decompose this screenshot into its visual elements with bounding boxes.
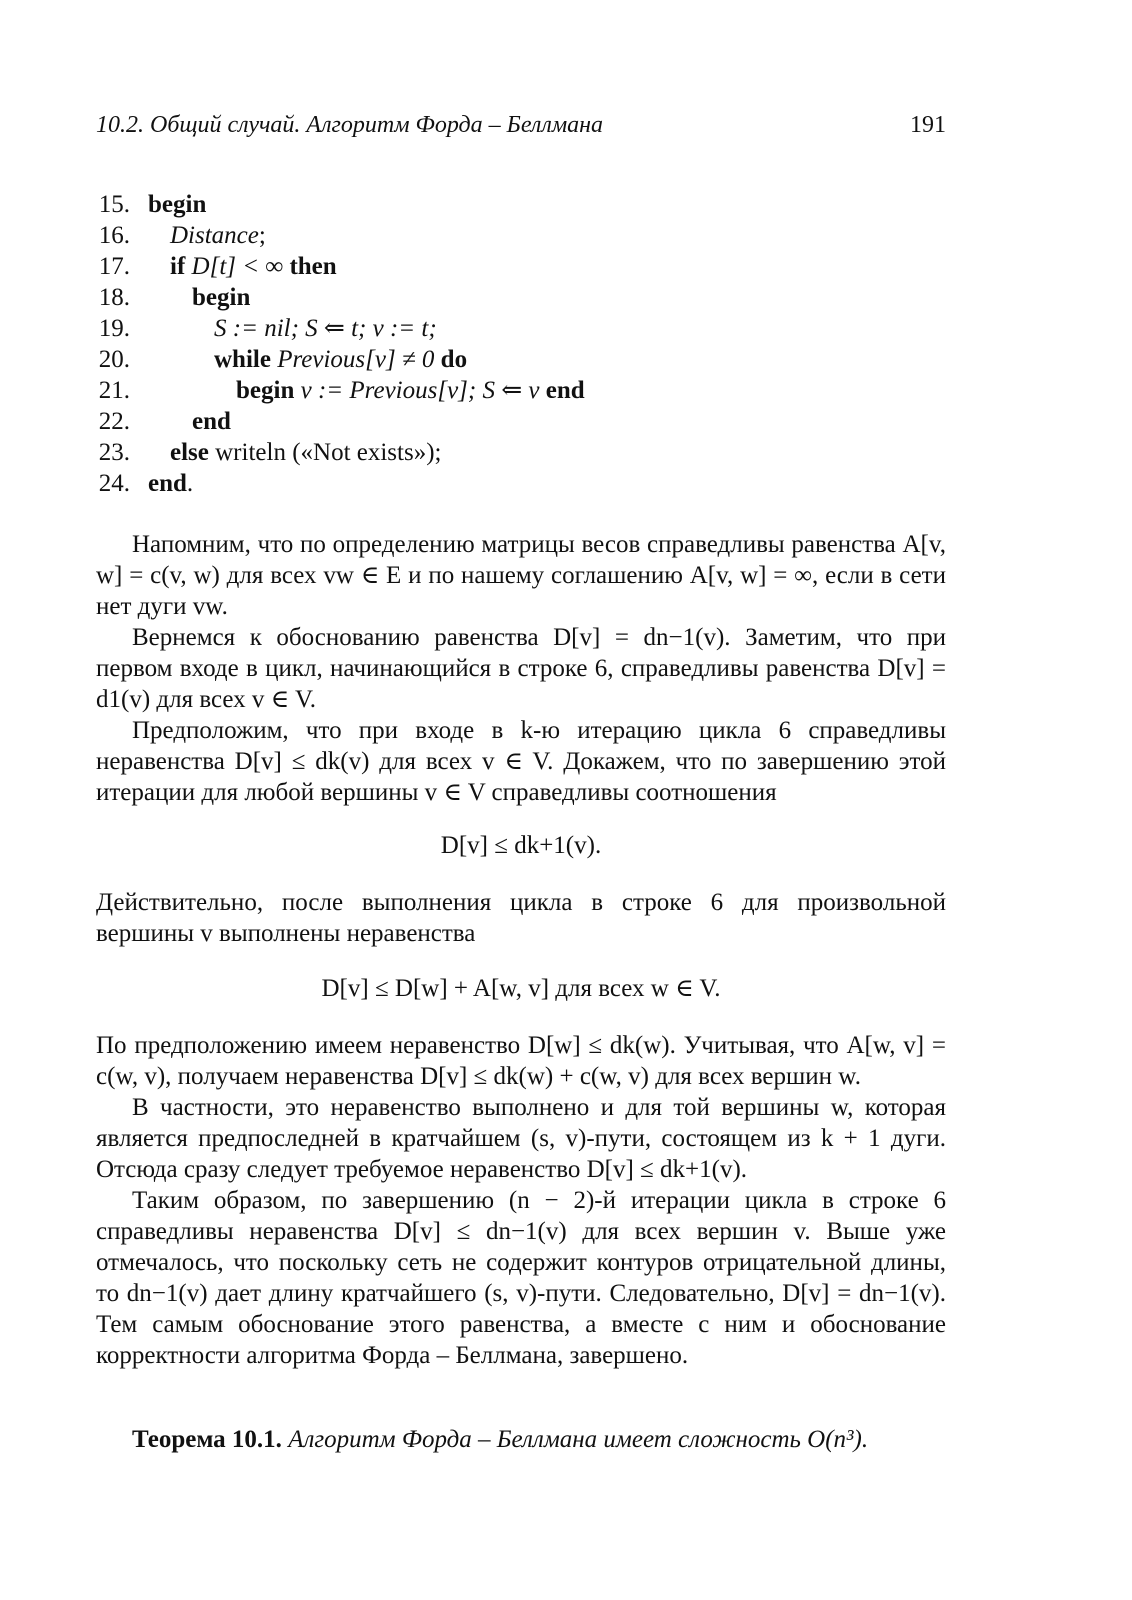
code-text: writeln («Not exists»); [208, 439, 442, 466]
running-head [96, 110, 946, 142]
page-number: 191 [910, 112, 946, 138]
code-text: ; [258, 222, 266, 249]
code-line [96, 282, 946, 313]
paragraph: По предположению имеем неравенство D[w] ≤ dk(w). Учитывая, что A[w, v] = c(w, v), получаем неравенства D[v] ≤ dk(w) + c(w, v) для всех вершин w. [96, 1032, 946, 1090]
code-text: S := nil; S ⇐ t; v := t; [214, 315, 437, 342]
code-line [96, 344, 946, 375]
paragraph: Таким образом, по завершению (n − 2)-й итерации цикла в строке 6 справедливы неравенства D[v] ≤ dn−1(v) для всех вершин v. Выше уже отмечалось, что поскольку сеть не содержит контуров отрицательной длины, то dn−1(v) дает длину кратчайшего (s, v)-пути. Следовательно, D[v] = dn−1(v). Тем самым обоснование этого равенства, а вместе с ним и обоснование корректности алгоритма Форда – Беллмана, завершено. [96, 1187, 946, 1369]
formula: D[v] ≤ D[w] + A[w, v] для всех w ∈ V. [321, 975, 721, 1002]
code-text: D[t] < ∞ [185, 253, 290, 280]
line-number: 19. [98, 315, 130, 342]
code-text: v := Previous[v]; S ⇐ v [294, 377, 546, 404]
running-title: 10.2. Общий случай. Алгоритм Форда – Беллмана [96, 112, 604, 138]
paragraph: Напомним, что по определению матрицы весов справедливы равенства A[v, w] = c(v, w) для всех vw ∈ E и по нашему соглашению A[v, w] = ∞, если в сети нет дуги vw. [96, 531, 946, 620]
keyword: then [289, 253, 337, 280]
code-text: . [186, 470, 194, 497]
code-line [96, 406, 946, 437]
code-line [96, 437, 946, 468]
line-number: 20. [98, 346, 130, 373]
theorem-label: Теорема 10.1. [132, 1426, 282, 1453]
line-number: 17. [98, 253, 130, 280]
keyword: end [148, 470, 187, 497]
line-number: 18. [98, 284, 130, 311]
body-text-block-3 [96, 1030, 946, 1371]
keyword: begin [192, 284, 251, 311]
display-formula-1 [96, 830, 946, 861]
procedure-name: Distance [170, 222, 259, 249]
code-text: Previous[v] ≠ 0 [270, 346, 441, 373]
code-line [96, 313, 946, 344]
line-number: 15. [98, 191, 130, 218]
keyword: begin [148, 191, 207, 218]
paragraph: Предположим, что при входе в k-ю итерацию цикла 6 справедливы неравенства D[v] ≤ dk(v) для всех v ∈ V. Докажем, что по завершению этой итерации для любой вершины v ∈ V справедливы соотношения [96, 717, 946, 806]
code-line [96, 251, 946, 282]
keyword: if [170, 253, 186, 280]
keyword: do [440, 346, 468, 373]
paragraph: В частности, это неравенство выполнено и для той вершины w, которая является предпоследней в кратчайшем (s, v)-пути, состоящем из k + 1 дуги. Отсюда сразу следует требуемое неравенство D[v] ≤ dk+1(v). [96, 1094, 946, 1183]
theorem [132, 1424, 946, 1455]
keyword: else [170, 439, 209, 466]
keyword: while [214, 346, 271, 373]
line-number: 23. [98, 439, 130, 466]
body-text-block-2 [96, 887, 946, 949]
body-text-block-1 [96, 529, 946, 808]
code-line [96, 375, 946, 406]
line-number: 24. [98, 470, 130, 497]
code-line [96, 189, 946, 220]
keyword: end [192, 408, 231, 435]
theorem-statement: Алгоритм Форда – Беллмана имеет сложность O(n³). [288, 1426, 869, 1453]
line-number: 16. [98, 222, 130, 249]
code-line [96, 468, 946, 499]
paragraph: Действительно, после выполнения цикла в строке 6 для произвольной вершины v выполнены неравенства [96, 889, 946, 947]
display-formula-2 [96, 973, 946, 1004]
line-number: 21. [98, 377, 130, 404]
formula: D[v] ≤ dk+1(v). [440, 832, 602, 859]
algorithm-listing [96, 189, 946, 499]
code-line [96, 220, 946, 251]
paragraph: Вернемся к обоснованию равенства D[v] = dn−1(v). Заметим, что при первом входе в цикл, начинающийся в строке 6, справедливы равенства D[v] = d1(v) для всех v ∈ V. [96, 624, 946, 713]
keyword: begin [236, 377, 295, 404]
keyword: end [545, 377, 585, 404]
line-number: 22. [98, 408, 130, 435]
